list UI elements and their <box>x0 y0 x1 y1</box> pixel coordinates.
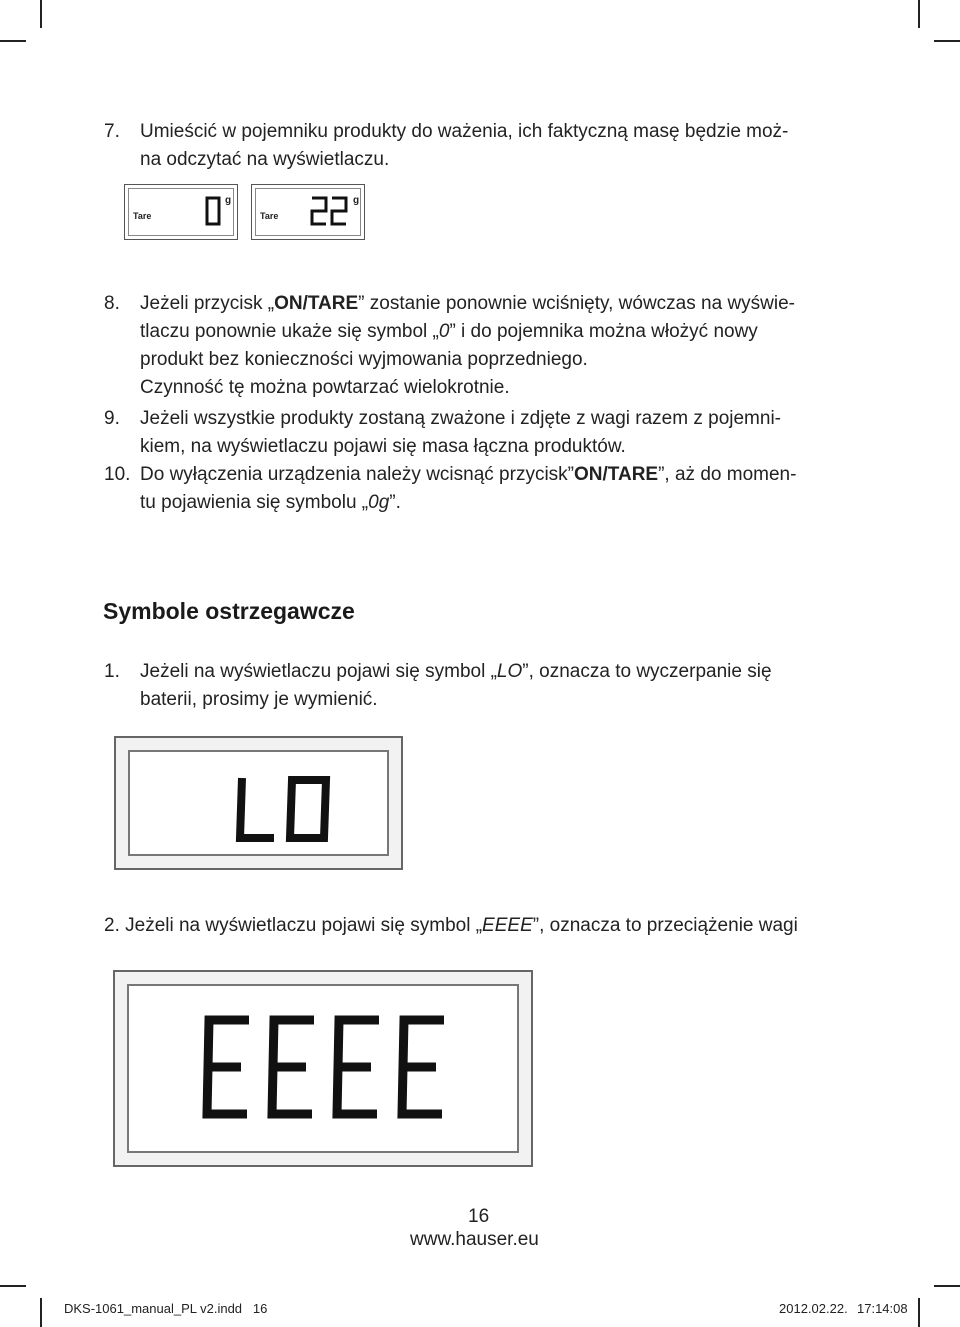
display-tare-22 <box>251 184 365 240</box>
item8-line1: Jeżeli przycisk „ON/TARE” zostanie ponownie wciśnięty, wówczas na wyświe- <box>140 293 795 314</box>
crop-mark <box>0 40 26 42</box>
section-title: Symbole ostrzegawcze <box>103 598 355 624</box>
print-time: 17:14:08 <box>857 1301 908 1316</box>
crop-mark <box>934 40 960 42</box>
display-eeee <box>113 970 533 1167</box>
crop-mark <box>0 1285 26 1287</box>
item7-line2: na odczytać na wyświetlaczu. <box>140 149 390 170</box>
item10-line1: Do wyłączenia urządzenia należy wcisnąć przycisk”ON/TARE”, aż do momen- <box>140 464 797 485</box>
lcd-digits-22 <box>310 197 350 225</box>
item9-line1: Jeżeli wszystkie produkty zostaną zważone i zdjęte z wagi razem z pojemni- <box>140 408 781 429</box>
warning1-line2: baterii, prosimy je wymienić. <box>140 689 378 710</box>
page-number: 16 <box>468 1206 490 1227</box>
item9-line2: kiem, na wyświetlaczu pojawi się masa łączna produktów. <box>140 436 626 457</box>
crop-mark <box>918 0 920 28</box>
item-number: 10. <box>104 464 131 485</box>
warning2-line1: 2. Jeżeli na wyświetlaczu pojawi się symbol „EEEE”, oznacza to przeciążenie wagi <box>104 915 798 936</box>
website[interactable]: www.hauser.eu <box>410 1229 539 1250</box>
lcd-symbol-eeee <box>201 1014 461 1124</box>
unit-label: g <box>353 195 360 206</box>
unit-label: g <box>225 195 232 206</box>
item8-line2: tlaczu ponownie ukaże się symbol „0” i do pojemnika można włożyć nowy <box>140 321 758 342</box>
display-tare-0 <box>124 184 238 240</box>
item10-line2: tu pojawienia się symbolu „0g”. <box>140 492 401 513</box>
item-number: 1. <box>104 661 120 682</box>
crop-mark <box>40 1298 42 1327</box>
item8-line4: Czynność tę można powtarzać wielokrotnie. <box>140 377 510 398</box>
tare-label: Tare <box>133 211 152 221</box>
crop-mark <box>918 1298 920 1327</box>
crop-mark <box>934 1285 960 1287</box>
item-number: 7. <box>104 121 120 142</box>
crop-mark <box>40 0 42 28</box>
display-screen <box>128 750 389 856</box>
warning1-line1: Jeżeli na wyświetlaczu pojawi się symbol „LO”, oznacza to wyczerpanie się <box>140 661 772 682</box>
item-number: 8. <box>104 293 120 314</box>
lcd-symbol-lo <box>234 774 334 844</box>
lcd-digit-0 <box>205 197 221 225</box>
display-lo <box>114 736 403 870</box>
file-info: DKS-1061_manual_PL v2.indd 16 <box>64 1301 268 1316</box>
item7-line1: Umieścić w pojemniku produkty do ważenia, ich faktyczną masę będzie moż- <box>140 121 789 142</box>
item-number: 9. <box>104 408 120 429</box>
tare-label: Tare <box>260 211 279 221</box>
display-screen <box>127 984 519 1153</box>
item8-line3: produkt bez konieczności wyjmowania poprzedniego. <box>140 349 588 370</box>
print-date: 2012.02.22. <box>779 1301 848 1316</box>
